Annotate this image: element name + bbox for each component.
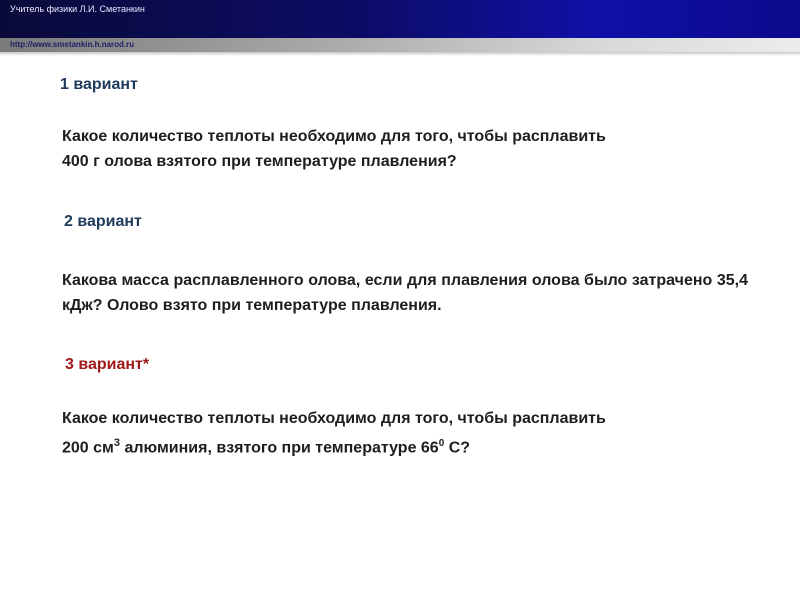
- variant-3-heading: 3 вариант*: [65, 356, 150, 373]
- header-divider: [0, 52, 800, 56]
- slide-header-bar: [0, 0, 800, 38]
- url-bar: [0, 38, 800, 52]
- variant-1-heading: 1 вариант: [60, 76, 138, 93]
- variant-3-line-2: [62, 431, 470, 460]
- aluminium-text: алюминия, взятого при температуре 66: [120, 439, 439, 457]
- variant-1-line-1: Какое количество теплоты необходимо для того, чтобы расплавить: [62, 128, 606, 145]
- variant-3-line-1: Какое количество теплоты необходимо для того, чтобы расплавить: [62, 410, 606, 427]
- header-title: Учитель физики Л.И. Сметанкин: [10, 4, 145, 14]
- header-url: http://www.smetankin.h.narod.ru: [10, 40, 135, 49]
- cubic-superscript: 3: [113, 437, 120, 449]
- volume-value: 200 см: [62, 439, 114, 457]
- degree-superscript: 0: [438, 438, 445, 449]
- celsius-text: С?: [444, 439, 471, 457]
- variant-1-line-2: 400 г олова взятого при температуре плавления?: [62, 153, 457, 170]
- variant-2-heading: 2 вариант: [64, 213, 142, 230]
- variant-2-question: Какова масса расплавленного олова, если для плавления олова было затрачено 35,4 кДж? Олово взято при температуре плавления.: [62, 272, 748, 314]
